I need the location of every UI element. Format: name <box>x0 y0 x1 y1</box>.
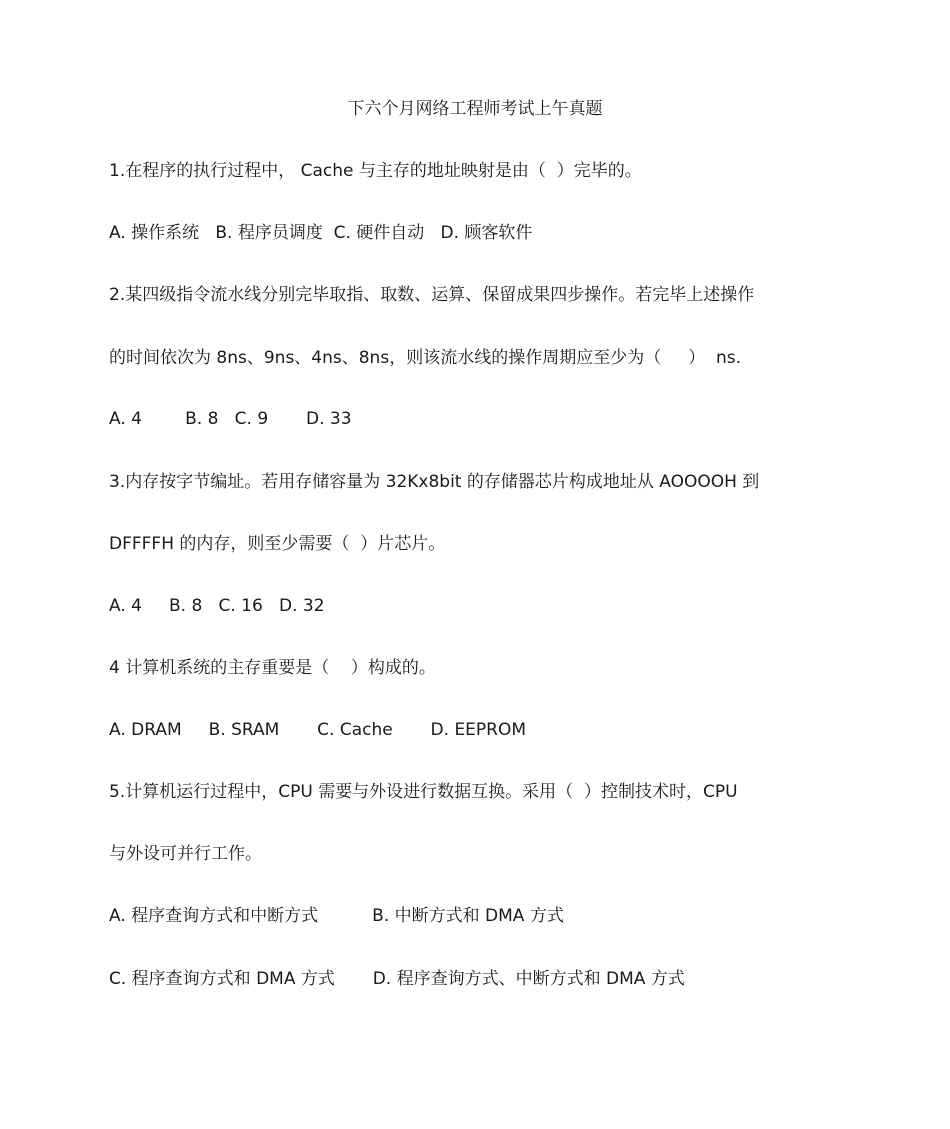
question-2-options: A. 4 B. 8 C. 9 D. 33 <box>109 409 352 429</box>
page-title: 下六个月网络工程师考试上午真题 <box>347 99 603 119</box>
question-1-text: 1.在程序的执行过程中， Cache 与主存的地址映射是由（ ）完毕的。 <box>109 161 642 181</box>
question-4-text: 4 计算机系统的主存重要是（ ）构成的。 <box>109 658 436 678</box>
question-5-options-line-1: A. 程序查询方式和中断方式 B. 中断方式和 DMA 方式 <box>109 906 564 926</box>
question-3-text-line-2: DFFFFH 的内存，则至少需要（ ）片芯片。 <box>109 534 446 554</box>
question-2-text-line-1: 2.某四级指令流水线分别完毕取指、取数、运算、保留成果四步操作。若完毕上述操作 <box>109 285 755 305</box>
question-4-options: A. DRAM B. SRAM C. Cache D. EEPROM <box>109 720 527 740</box>
question-3-text-line-1: 3.内存按字节编址。若用存储容量为 32Kx8bit 的存储器芯片构成地址从 AOOOOH 到 <box>109 472 760 492</box>
question-2-text-line-2: 的时间依次为 8ns、9ns、4ns、8ns，则该流水线的操作周期应至少为（ ） ns. <box>109 348 742 368</box>
question-1-options: A. 操作系统 B. 程序员调度 C. 硬件自动 D. 顾客软件 <box>109 223 533 243</box>
question-5-options-line-2: C. 程序查询方式和 DMA 方式 D. 程序查询方式、中断方式和 DMA 方式 <box>109 969 685 989</box>
question-5-text-line-2: 与外设可并行工作。 <box>109 844 262 864</box>
question-3-options: A. 4 B. 8 C. 16 D. 32 <box>109 596 325 616</box>
question-5-text-line-1: 5.计算机运行过程中，CPU 需要与外设进行数据互换。采用（ ）控制技术时，CPU <box>109 782 738 802</box>
